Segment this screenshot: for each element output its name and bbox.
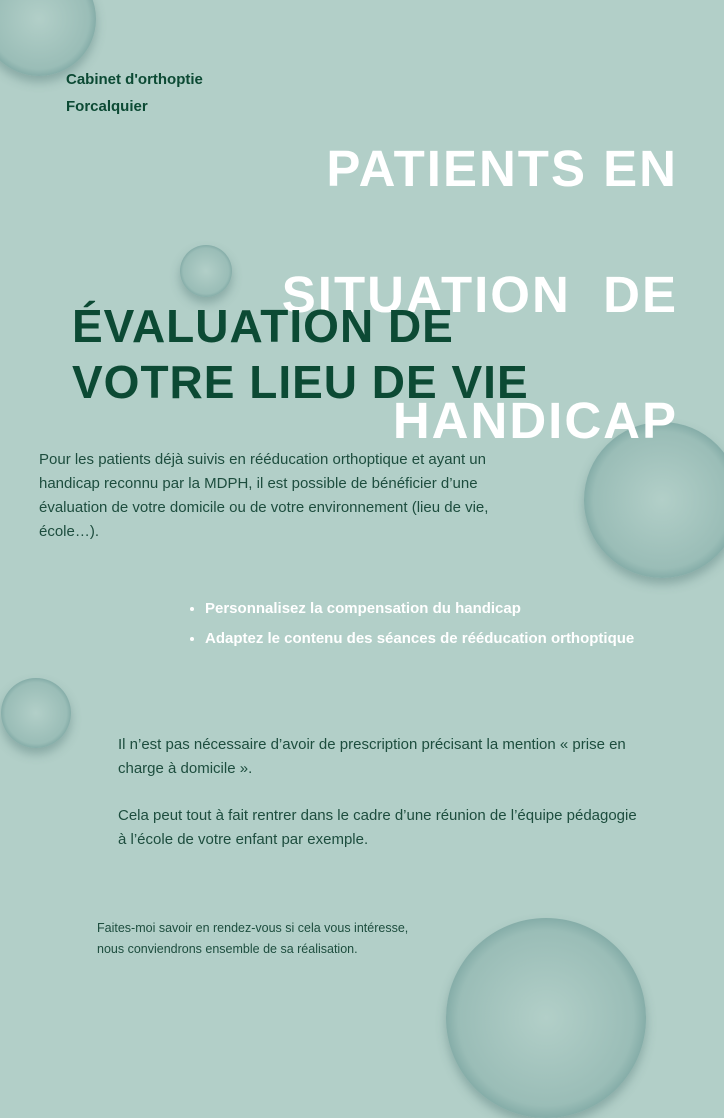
cabinet-name-line2: Forcalquier <box>66 98 148 115</box>
note-paragraph: Il n’est pas nécessaire d’avoir de prescription précisant la mention « prise en charge à domicile ». <box>118 736 626 777</box>
decorative-bubble <box>1 678 71 748</box>
page-title-line1: PATIENTS EN <box>326 140 678 197</box>
footer-line2: nous conviendrons ensemble de sa réalisation. <box>97 942 358 956</box>
notes-block <box>118 733 638 875</box>
list-item: • Adaptez le contenu des séances de rééducation orthoptique <box>205 624 645 654</box>
page-title-line2: SITUATION DE <box>281 266 678 323</box>
section-heading-line1: ÉVALUATION DE <box>72 300 454 352</box>
note-paragraph: Cela peut tout à fait rentrer dans le cadre d’une réunion de l’équipe pédagogie à l’école de votre enfant par exemple. <box>118 807 637 848</box>
intro-paragraph: Pour les patients déjà suivis en rééducation orthoptique et ayant un handicap reconnu par la MDPH, il est possible de bénéficier d’une évaluation de votre domicile ou de votre environnement (lieu de vie, école…). <box>39 451 489 540</box>
cabinet-name-line1: Cabinet d'orthoptie <box>66 71 203 88</box>
section-heading <box>72 298 632 410</box>
list-item: • Personnalisez la compensation du handicap <box>205 594 645 624</box>
section-heading-line2: VOTRE LIEU DE VIE <box>72 356 529 408</box>
page-title-line3: HANDICAP <box>392 392 678 449</box>
footer-line1: Faites-moi savoir en rendez-vous si cela vous intéresse, <box>97 921 409 935</box>
footer-text <box>97 918 477 960</box>
benefits-list <box>188 594 645 654</box>
decorative-bubble <box>0 0 96 76</box>
